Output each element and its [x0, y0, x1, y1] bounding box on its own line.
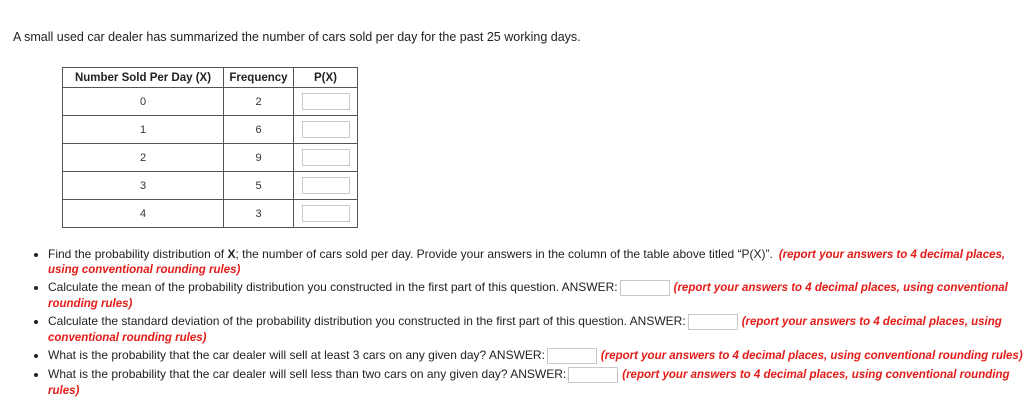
px-input[interactable]: [302, 177, 350, 194]
cell-frequency: 3: [224, 200, 294, 228]
question-bold-x: X: [227, 247, 236, 261]
question-text: Calculate the mean of the probability distribution you constructed in the first part of this question. ANSWER:: [48, 280, 618, 295]
mean-answer-input[interactable]: [620, 280, 670, 296]
rounding-note: (report your answers to 4 decimal places, using conventional rounding rules): [48, 369, 1010, 397]
question-item: [48, 247, 1024, 277]
header-frequency: Frequency: [224, 68, 294, 88]
cell-frequency: 2: [224, 88, 294, 116]
px-input[interactable]: [302, 93, 350, 110]
probability-table: [62, 67, 358, 228]
table-row: [63, 116, 358, 144]
cell-px: [294, 88, 358, 116]
question-list: [28, 247, 1024, 401]
cell-px: [294, 172, 358, 200]
table-row: [63, 144, 358, 172]
question-text: What is the probability that the car dealer will sell less than two cars on any given day? ANSWER:: [48, 367, 567, 382]
cell-px: [294, 200, 358, 228]
cell-px: [294, 116, 358, 144]
px-input[interactable]: [302, 121, 350, 138]
table-row: [63, 200, 358, 228]
cell-x: 1: [63, 116, 224, 144]
rounding-note: (report your answers to 4 decimal places, using conventional rounding rules): [600, 350, 1023, 363]
intro-text: A small used car dealer has summarized the number of cars sold per day for the past 25 working days.: [13, 30, 581, 44]
question-item: [48, 367, 1024, 398]
question-text: ; the number of cars sold per day. Provide your answers in the column of the table above titled “P(X)”.: [235, 247, 773, 261]
rounding-note: (report your answers to 4 decimal places, using conventional rounding rules): [48, 249, 1006, 276]
question-text: Calculate the standard deviation of the probability distribution you constructed in the first part of this question. ANSWER:: [48, 314, 686, 329]
px-input[interactable]: [302, 149, 350, 166]
table-row: [63, 88, 358, 116]
cell-x: 4: [63, 200, 224, 228]
question-item: [48, 348, 1024, 364]
table-row: [63, 172, 358, 200]
question-text: Find the probability distribution of: [48, 247, 228, 261]
header-px: P(X): [294, 68, 358, 88]
cell-x: 3: [63, 172, 224, 200]
rounding-note: (report your answers to 4 decimal places, using conventional rounding rules): [48, 282, 1008, 310]
cell-frequency: 5: [224, 172, 294, 200]
rounding-note: (report your answers to 4 decimal places, using conventional rounding rules): [48, 316, 1002, 344]
px-input[interactable]: [302, 205, 350, 222]
less-than-2-answer-input[interactable]: [568, 367, 618, 383]
header-number-sold: Number Sold Per Day (X): [63, 68, 224, 88]
cell-x: 2: [63, 144, 224, 172]
question-item: [48, 280, 1024, 311]
cell-frequency: 6: [224, 116, 294, 144]
at-least-3-answer-input[interactable]: [547, 348, 597, 364]
question-text: What is the probability that the car dealer will sell at least 3 cars on any given day? ANSWER:: [48, 348, 545, 363]
std-dev-answer-input[interactable]: [688, 314, 738, 330]
table-header-row: [63, 68, 358, 88]
cell-x: 0: [63, 88, 224, 116]
question-item: [48, 314, 1024, 345]
cell-px: [294, 144, 358, 172]
cell-frequency: 9: [224, 144, 294, 172]
